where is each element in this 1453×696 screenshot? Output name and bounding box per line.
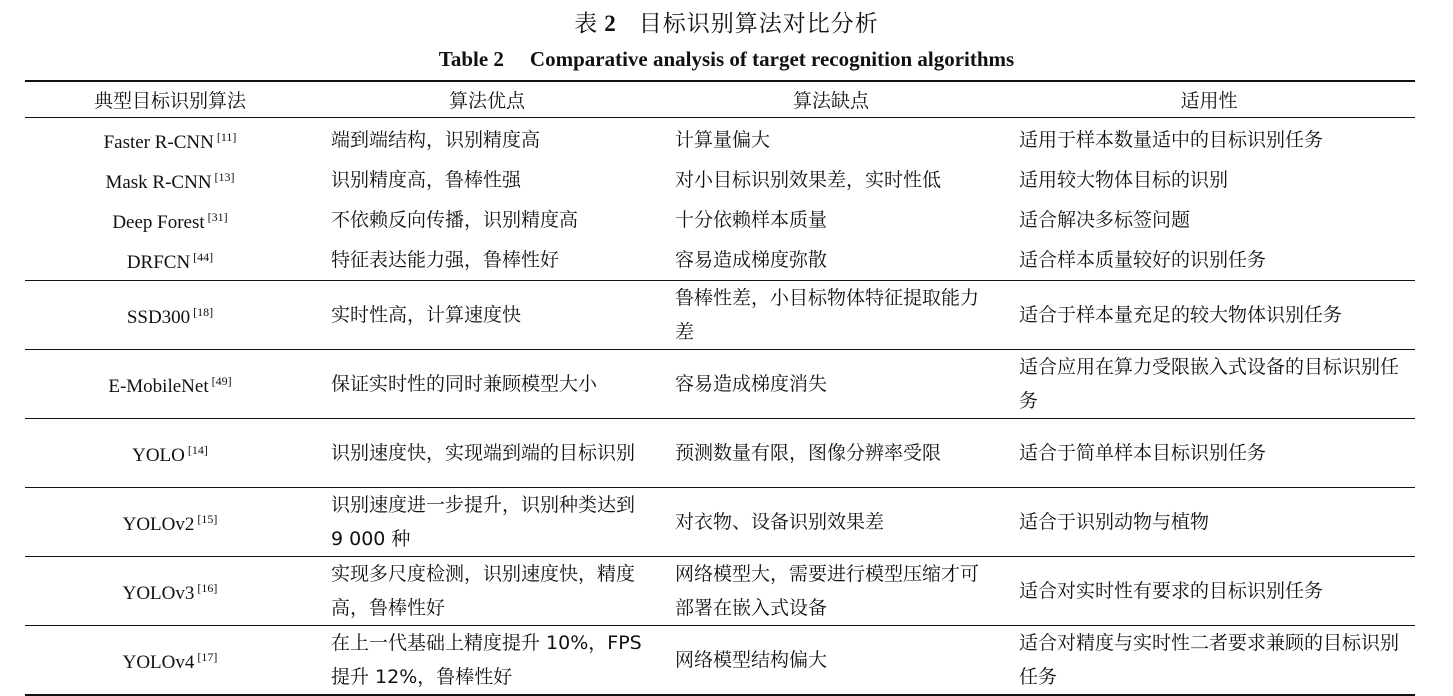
pros-cell: 实时性高，计算速度快 [315, 281, 659, 350]
table-header-row [25, 81, 1415, 118]
pros-cell: 端到端结构，识别精度高 [331, 129, 541, 151]
table-row [25, 419, 1415, 488]
applicability-cell: 适用较大物体目标的识别 [1019, 169, 1229, 191]
table-row [25, 281, 1415, 350]
applicability-cell: 适合于简单样本目标识别任务 [1003, 419, 1415, 488]
algorithm-name: Faster R-CNN [103, 132, 214, 153]
reference-mark: [14] [187, 443, 208, 457]
applicability-cell: 适合对精度与实时性二者要求兼顾的目标识别任务 [1003, 626, 1415, 696]
applicability-cell: 适合解决多标签问题 [1019, 209, 1191, 231]
reference-mark: [16] [197, 581, 218, 595]
table-row [25, 200, 1415, 240]
caption-en-prefix: Table 2 [438, 47, 504, 71]
algorithm-cell [25, 488, 315, 557]
algorithm-cell [25, 118, 315, 161]
header-pros: 算法优点 [448, 90, 525, 112]
comparison-table [25, 80, 1415, 696]
algorithm-cell [25, 281, 315, 350]
table-caption-english [0, 44, 1453, 74]
applicability-cell: 适合样本质量较好的识别任务 [1003, 240, 1415, 281]
cons-cell: 对小目标识别效果差，实时性低 [675, 169, 942, 191]
algorithm-cell [25, 350, 315, 419]
table-caption-chinese [0, 6, 1453, 42]
cons-cell: 容易造成梯度弥散 [659, 240, 1003, 281]
header-applicability: 适用性 [1180, 90, 1238, 112]
algorithm-name: YOLOv3 [122, 583, 195, 604]
pros-cell: 识别速度进一步提升，识别种类达到 9 000 种 [315, 488, 659, 557]
caption-cn-prefix: 表 [574, 11, 599, 37]
algorithm-name: DRFCN [126, 252, 191, 273]
reference-mark: [49] [211, 374, 232, 388]
cons-cell: 鲁棒性差，小目标物体特征提取能力差 [659, 281, 1003, 350]
cons-cell: 十分依赖样本质量 [675, 209, 828, 231]
algorithm-name: Mask R-CNN [105, 172, 212, 193]
reference-mark: [15] [197, 512, 218, 526]
reference-mark: [31] [207, 210, 228, 224]
caption-cn-title: 目标识别算法对比分析 [638, 11, 879, 37]
algorithm-name: YOLOv4 [122, 652, 195, 673]
applicability-cell: 适合应用在算力受限嵌入式设备的目标识别任务 [1003, 350, 1415, 419]
table-row [25, 160, 1415, 200]
table-row [25, 557, 1415, 626]
table-row [25, 350, 1415, 419]
pros-cell: 保证实时性的同时兼顾模型大小 [315, 350, 659, 419]
header-algorithm: 典型目标识别算法 [93, 90, 246, 112]
algorithm-cell [25, 200, 315, 240]
algorithm-cell [25, 240, 315, 281]
algorithm-cell [25, 160, 315, 200]
cons-cell: 网络模型大，需要进行模型压缩才可部署在嵌入式设备 [659, 557, 1003, 626]
reference-mark: [18] [193, 305, 214, 319]
pros-cell: 特征表达能力强，鲁棒性好 [315, 240, 659, 281]
pros-cell: 在上一代基础上精度提升 10%，FPS 提升 12%，鲁棒性好 [315, 626, 659, 696]
header-cons: 算法缺点 [792, 90, 869, 112]
cons-cell: 容易造成梯度消失 [659, 350, 1003, 419]
reference-mark: [11] [216, 130, 237, 144]
caption-cn-number: 2 [604, 11, 617, 36]
table-row [25, 240, 1415, 281]
cons-cell: 对衣物、设备识别效果差 [659, 488, 1003, 557]
pros-cell: 识别速度快，实现端到端的目标识别 [315, 419, 659, 488]
cons-cell: 预测数量有限，图像分辨率受限 [659, 419, 1003, 488]
caption-en-title: Comparative analysis of target recognition algorithms [529, 47, 1015, 71]
cons-cell: 网络模型结构偏大 [659, 626, 1003, 696]
applicability-cell: 适合于识别动物与植物 [1003, 488, 1415, 557]
algorithm-cell [25, 419, 315, 488]
reference-mark: [44] [193, 250, 214, 264]
algorithm-name: YOLOv2 [122, 514, 195, 535]
pros-cell: 不依赖反向传播，识别精度高 [331, 209, 579, 231]
algorithm-name: SSD300 [126, 307, 191, 328]
pros-cell: 实现多尺度检测，识别速度快，精度高，鲁棒性好 [315, 557, 659, 626]
algorithm-name: E-MobileNet [108, 376, 209, 397]
table-row [25, 488, 1415, 557]
applicability-cell: 适合对实时性有要求的目标识别任务 [1003, 557, 1415, 626]
pros-cell: 识别精度高，鲁棒性强 [331, 169, 522, 191]
algorithm-cell [25, 557, 315, 626]
applicability-cell: 适用于样本数量适中的目标识别任务 [1019, 129, 1324, 151]
reference-mark: [17] [197, 650, 218, 664]
cons-cell: 计算量偏大 [675, 129, 771, 151]
applicability-cell: 适合于样本量充足的较大物体识别任务 [1003, 281, 1415, 350]
algorithm-name: YOLO [132, 445, 185, 466]
algorithm-name: Deep Forest [112, 212, 205, 233]
table-row [25, 118, 1415, 161]
reference-mark: [13] [214, 170, 235, 184]
